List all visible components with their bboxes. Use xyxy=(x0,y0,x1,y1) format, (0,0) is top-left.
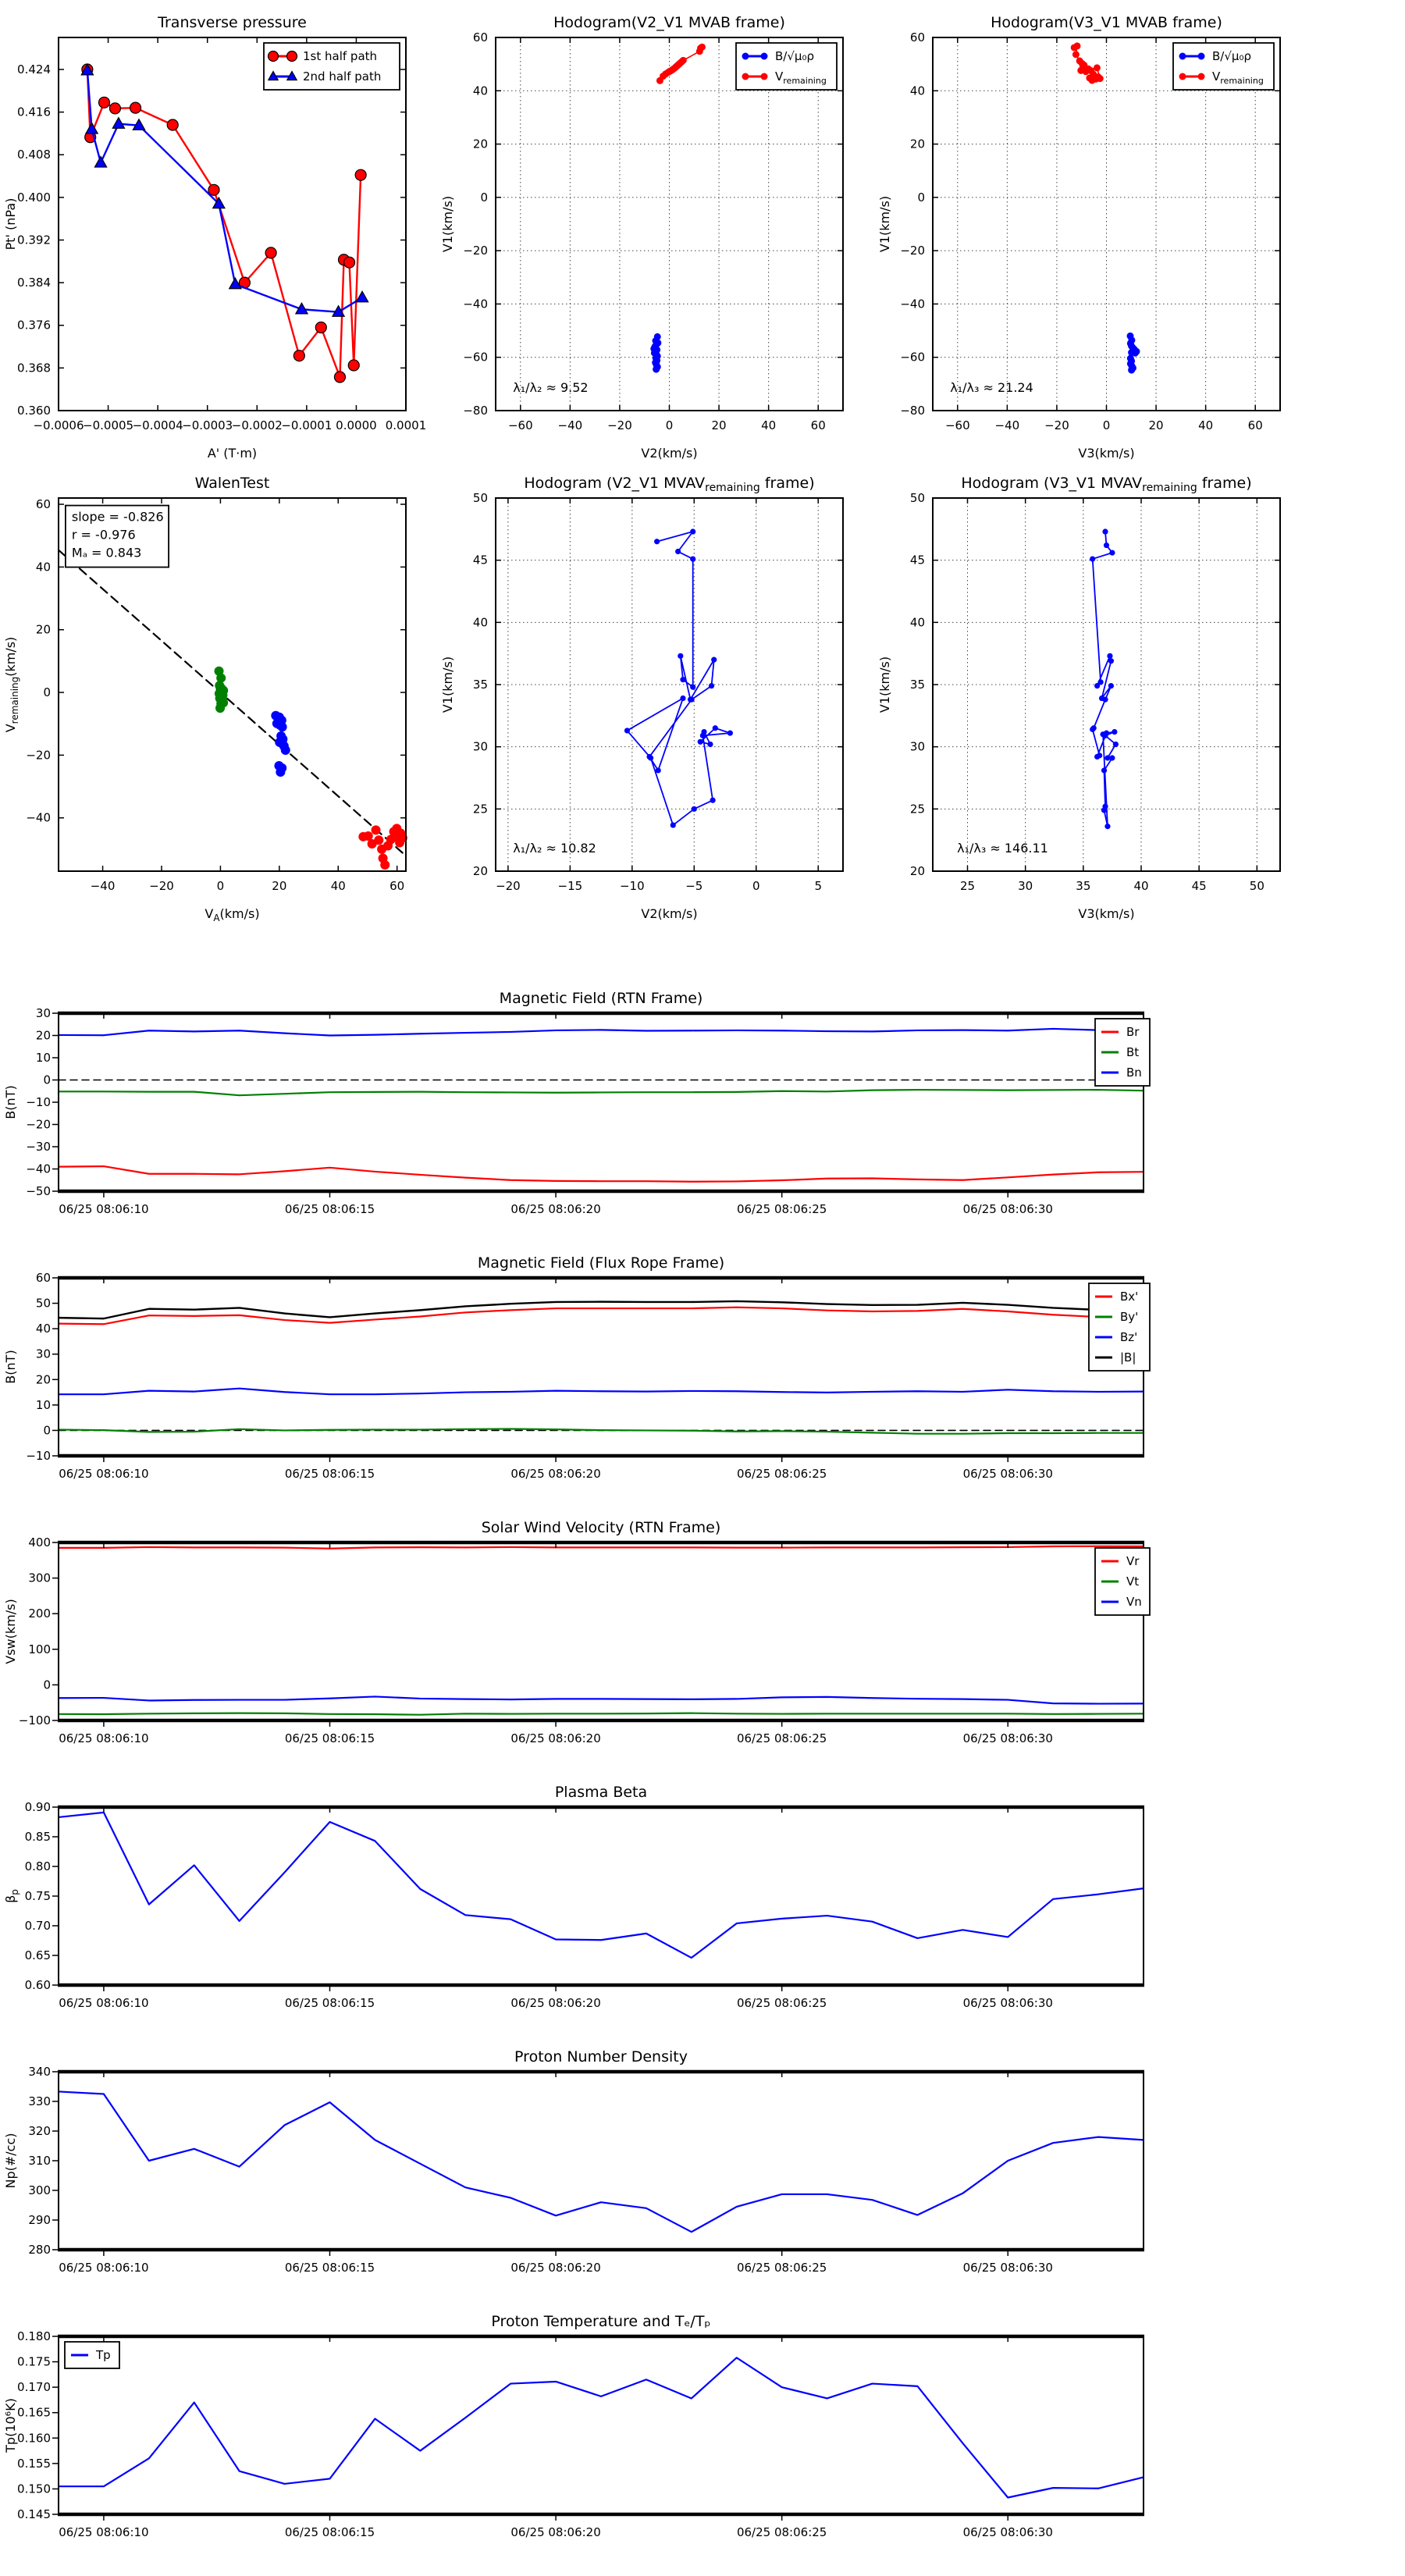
y-tick-label: 30 xyxy=(909,739,925,754)
legend-label: Bz' xyxy=(1120,1330,1138,1344)
dot-marker xyxy=(1128,367,1135,374)
legend-label: $V_{remaining}$ xyxy=(1212,69,1264,86)
x-tick-label: 0 xyxy=(216,879,225,893)
x-tick-label: −0.0003 xyxy=(182,418,233,432)
x-tick-label: 06/25 08:06:10 xyxy=(59,2261,149,2275)
annotation-text: λ₁/λ₃ ≈ 146.11 xyxy=(957,840,1048,856)
y-tick-label: 330 xyxy=(28,2094,51,2108)
x-tick-label: −0.0002 xyxy=(231,418,283,432)
legend-label: B/√μ₀ρ xyxy=(1212,49,1251,63)
y-tick-label: 60 xyxy=(35,1271,51,1285)
x-tick-label: −0.0001 xyxy=(281,418,333,432)
y-tick-label: 0.360 xyxy=(17,404,51,418)
legend-label: 1st half path xyxy=(303,49,378,63)
y-tick-label: 0.376 xyxy=(17,318,51,333)
y-axis-label: V1(km/s) xyxy=(877,195,892,253)
dot-marker xyxy=(701,729,706,735)
circle-marker xyxy=(315,322,326,333)
legend xyxy=(1173,43,1274,90)
x-tick-label: 06/25 08:06:15 xyxy=(284,2525,375,2539)
annotation-text: λ₁/λ₂ ≈ 10.82 xyxy=(513,840,596,856)
annotation-text: slope = -0.826 xyxy=(71,509,164,525)
y-tick-label: 0.85 xyxy=(24,1830,51,1844)
dot-marker xyxy=(648,755,653,760)
y-tick-label: −20 xyxy=(900,244,925,258)
dot-marker xyxy=(1094,683,1100,688)
chart-title: Hodogram (V2_V1 $MVAV_{remaining}$ frame) xyxy=(524,475,815,494)
y-tick-label: −40 xyxy=(26,810,51,825)
y-tick-label: 10 xyxy=(35,1397,51,1412)
legend-label: Vr xyxy=(1126,1554,1140,1568)
y-tick-label: −60 xyxy=(463,350,488,365)
x-tick-label: 45 xyxy=(1191,879,1207,893)
y-tick-label: 310 xyxy=(28,2154,51,2168)
dot-marker xyxy=(1109,755,1115,760)
y-tick-label: 300 xyxy=(28,2183,51,2197)
legend xyxy=(1089,1283,1150,1371)
y-axis-label: $V_{remaining}(km/s)$ xyxy=(3,636,20,733)
x-tick-label: −0.0006 xyxy=(33,418,84,432)
dot-marker xyxy=(680,677,685,682)
dot-marker xyxy=(1128,349,1135,356)
circle-marker xyxy=(344,257,355,268)
dot-marker xyxy=(1108,683,1114,688)
y-tick-label: 20 xyxy=(909,864,925,878)
dot-marker xyxy=(654,539,660,544)
y-tick-label: −40 xyxy=(26,1162,51,1176)
x-tick-label: 06/25 08:06:30 xyxy=(962,1731,1053,1745)
x-tick-label: 40 xyxy=(1198,418,1214,432)
x-tick-label: 60 xyxy=(389,879,405,893)
y-tick-label: 60 xyxy=(35,497,51,512)
chart-title: WalenTest xyxy=(194,475,270,492)
dot-marker xyxy=(698,739,703,745)
x-tick-label: −15 xyxy=(557,879,583,893)
y-tick-label: 0.145 xyxy=(17,2507,51,2521)
y-tick-label: 40 xyxy=(909,84,925,98)
x-axis-label: $V_A(km/s)$ xyxy=(205,906,260,923)
dot-marker xyxy=(1094,754,1100,760)
legend-label: 2nd half path xyxy=(303,69,382,84)
dot-marker xyxy=(372,825,381,834)
y-tick-label: −60 xyxy=(900,350,925,365)
x-tick-label: −20 xyxy=(1044,418,1069,432)
x-tick-label: 20 xyxy=(272,879,287,893)
x-tick-label: 25 xyxy=(959,879,976,893)
y-axis-label: Tp(10⁶K) xyxy=(3,2398,18,2453)
dot-marker xyxy=(1198,73,1205,80)
x-tick-label: −40 xyxy=(557,418,583,432)
x-tick-label: 06/25 08:06:20 xyxy=(510,1996,601,2010)
legend-label: Br xyxy=(1126,1025,1140,1039)
y-tick-label: 30 xyxy=(35,1006,51,1020)
x-axis-label: A' (T·m) xyxy=(207,446,258,461)
dot-marker xyxy=(1113,742,1119,747)
y-tick-label: −30 xyxy=(26,1140,51,1154)
y-tick-label: −40 xyxy=(463,297,488,311)
y-axis-label: V1(km/s) xyxy=(440,195,455,253)
dot-marker xyxy=(1101,767,1107,773)
x-tick-label: −20 xyxy=(149,879,174,893)
dot-marker xyxy=(1094,64,1101,71)
dot-marker xyxy=(690,685,695,690)
y-tick-label: 0.368 xyxy=(17,361,51,375)
dot-marker xyxy=(653,366,660,373)
x-tick-label: 0.0000 xyxy=(336,418,377,432)
x-tick-label: 06/25 08:06:30 xyxy=(962,1996,1053,2010)
x-tick-label: 0.0001 xyxy=(385,418,427,432)
x-tick-label: 06/25 08:06:25 xyxy=(736,1731,827,1745)
y-tick-label: 0.155 xyxy=(17,2456,51,2471)
y-tick-label: 0 xyxy=(480,190,488,205)
x-tick-label: 06/25 08:06:25 xyxy=(736,2525,827,2539)
y-tick-label: 0.384 xyxy=(17,276,51,290)
x-tick-label: 40 xyxy=(761,418,777,432)
y-tick-label: 0 xyxy=(43,1423,51,1438)
legend-label: B/√μ₀ρ xyxy=(775,49,814,63)
y-tick-label: 300 xyxy=(28,1571,51,1585)
dot-marker xyxy=(1108,658,1114,664)
legend xyxy=(65,2342,119,2368)
y-tick-label: −50 xyxy=(26,1184,51,1198)
legend-label: Bt xyxy=(1126,1045,1140,1059)
y-tick-label: −20 xyxy=(26,748,51,763)
y-tick-label: 0.424 xyxy=(17,62,51,76)
y-tick-label: 40 xyxy=(472,84,488,98)
dot-marker xyxy=(697,44,704,52)
dot-marker xyxy=(624,728,630,733)
circle-marker xyxy=(208,184,219,195)
y-tick-label: 340 xyxy=(28,2065,51,2079)
x-tick-label: 06/25 08:06:25 xyxy=(736,2261,827,2275)
dot-marker xyxy=(761,73,768,80)
y-tick-label: −100 xyxy=(18,1713,51,1727)
dot-marker xyxy=(1090,556,1095,561)
circle-marker xyxy=(348,360,359,371)
y-tick-label: 50 xyxy=(909,491,925,505)
y-tick-label: −20 xyxy=(26,1117,51,1132)
dot-marker xyxy=(1073,42,1080,49)
chart-title: Proton Temperature and Tₑ/Tₚ xyxy=(491,2313,711,2330)
dot-marker xyxy=(710,798,716,803)
x-tick-label: −0.0005 xyxy=(83,418,134,432)
dot-marker xyxy=(1100,731,1105,737)
x-tick-label: 06/25 08:06:15 xyxy=(284,1202,375,1216)
dot-marker xyxy=(380,860,389,870)
dot-marker xyxy=(281,745,290,755)
x-tick-label: 06/25 08:06:15 xyxy=(284,1996,375,2010)
y-tick-label: 40 xyxy=(909,615,925,630)
x-tick-label: 06/25 08:06:20 xyxy=(510,1731,601,1745)
y-tick-label: 20 xyxy=(35,1372,51,1387)
x-tick-label: −60 xyxy=(507,418,533,432)
y-tick-label: 20 xyxy=(35,622,51,637)
x-tick-label: 06/25 08:06:15 xyxy=(284,1731,375,1745)
legend xyxy=(264,43,400,90)
x-tick-label: 06/25 08:06:20 xyxy=(510,1202,601,1216)
y-tick-label: 25 xyxy=(472,802,488,817)
y-tick-label: 0.80 xyxy=(24,1859,51,1873)
y-tick-label: 35 xyxy=(472,678,488,692)
dot-marker xyxy=(1104,824,1110,829)
x-tick-label: 06/25 08:06:30 xyxy=(962,2261,1053,2275)
x-tick-label: 06/25 08:06:30 xyxy=(962,2525,1053,2539)
dot-marker xyxy=(680,57,687,64)
y-tick-label: 45 xyxy=(472,553,488,568)
x-tick-label: 06/25 08:06:30 xyxy=(962,1202,1053,1216)
y-tick-label: 0.75 xyxy=(24,1889,51,1903)
legend-label: By' xyxy=(1120,1310,1139,1324)
circle-marker xyxy=(293,350,304,361)
legend-label: Vn xyxy=(1126,1595,1142,1609)
x-tick-label: 06/25 08:06:10 xyxy=(59,1202,149,1216)
y-tick-label: 50 xyxy=(472,491,488,505)
y-tick-label: 50 xyxy=(35,1296,51,1311)
x-tick-label: 06/25 08:06:10 xyxy=(59,1996,149,2010)
annotation-text: Mₐ = 0.843 xyxy=(71,545,142,560)
x-tick-label: −20 xyxy=(607,418,632,432)
dot-marker xyxy=(1198,53,1205,60)
y-axis-label: Pt' (nPa) xyxy=(3,197,18,251)
x-tick-label: 0 xyxy=(1102,418,1111,432)
chart-title: Proton Number Density xyxy=(514,2048,688,2065)
dot-marker xyxy=(1179,73,1186,80)
dot-marker xyxy=(656,767,661,773)
y-axis-label: B(nT) xyxy=(3,1350,18,1384)
dot-marker xyxy=(1090,727,1095,732)
y-tick-label: 400 xyxy=(28,1535,51,1550)
x-tick-label: 06/25 08:06:30 xyxy=(962,1467,1053,1481)
circle-marker xyxy=(269,52,279,62)
x-tick-label: −40 xyxy=(994,418,1020,432)
chart-title: Transverse pressure xyxy=(158,14,307,31)
y-tick-label: −10 xyxy=(26,1095,51,1109)
legend-label: Bx' xyxy=(1120,1290,1139,1304)
y-tick-label: 40 xyxy=(35,1322,51,1336)
legend-label: Tp xyxy=(96,2348,111,2362)
x-tick-label: 60 xyxy=(810,418,826,432)
chart-title: Hodogram(V2_V1 MVAB frame) xyxy=(553,14,785,31)
x-tick-label: 06/25 08:06:25 xyxy=(736,1996,827,2010)
annotation-text: r = -0.976 xyxy=(71,527,136,543)
chart-title: Plasma Beta xyxy=(554,1784,648,1801)
x-tick-label: 06/25 08:06:15 xyxy=(284,1467,375,1481)
y-tick-label: 0.70 xyxy=(24,1919,51,1933)
x-tick-label: 06/25 08:06:10 xyxy=(59,1467,149,1481)
dot-marker xyxy=(675,549,681,554)
dot-marker xyxy=(713,725,718,731)
y-tick-label: −40 xyxy=(900,297,925,311)
y-tick-label: 290 xyxy=(28,2213,51,2227)
x-tick-label: 06/25 08:06:10 xyxy=(59,2525,149,2539)
y-tick-label: 35 xyxy=(909,678,925,692)
y-axis-label: Vsw(km/s) xyxy=(3,1599,18,1664)
x-axis-label: V3(km/s) xyxy=(1078,906,1135,921)
y-tick-label: 0.400 xyxy=(17,190,51,205)
y-tick-label: 0.175 xyxy=(17,2354,51,2369)
x-tick-label: 5 xyxy=(814,879,822,893)
dot-marker xyxy=(1104,543,1109,548)
dot-marker xyxy=(742,53,749,60)
legend-label: $V_{remaining}$ xyxy=(775,69,827,86)
x-tick-label: 06/25 08:06:10 xyxy=(59,1731,149,1745)
y-tick-label: 100 xyxy=(28,1642,51,1656)
y-tick-label: 30 xyxy=(472,739,488,754)
x-tick-label: 06/25 08:06:15 xyxy=(284,2261,375,2275)
dot-marker xyxy=(689,697,695,703)
legend-label: Vt xyxy=(1126,1574,1140,1589)
x-tick-label: −10 xyxy=(619,879,645,893)
circle-marker xyxy=(130,102,141,113)
legend xyxy=(736,43,837,90)
y-tick-label: 0.408 xyxy=(17,148,51,162)
circle-marker xyxy=(98,97,109,108)
annotation-text: λ₁/λ₃ ≈ 21.24 xyxy=(950,379,1033,395)
dot-marker xyxy=(1097,75,1104,82)
x-tick-label: −40 xyxy=(90,879,116,893)
dot-marker xyxy=(276,767,285,777)
y-axis-label: $\beta_p$ xyxy=(3,1889,20,1903)
x-tick-label: 0 xyxy=(752,879,760,893)
y-tick-label: 25 xyxy=(909,802,925,817)
circle-marker xyxy=(355,169,366,180)
x-tick-label: 20 xyxy=(1148,418,1164,432)
y-tick-label: 320 xyxy=(28,2124,51,2138)
x-tick-label: 40 xyxy=(330,879,346,893)
y-tick-label: 20 xyxy=(472,864,488,878)
chart-title: Magnetic Field (Flux Rope Frame) xyxy=(477,1254,725,1272)
dot-marker xyxy=(1109,550,1115,556)
dot-marker xyxy=(670,822,676,827)
y-tick-label: −80 xyxy=(900,404,925,418)
annotation-text: λ₁/λ₂ ≈ 9.52 xyxy=(513,379,589,395)
y-tick-label: 0.160 xyxy=(17,2431,51,2446)
dot-marker xyxy=(1179,53,1186,60)
chart-title: Magnetic Field (RTN Frame) xyxy=(499,990,703,1007)
y-tick-label: 0 xyxy=(917,190,925,205)
x-tick-label: 35 xyxy=(1076,879,1091,893)
y-tick-label: 20 xyxy=(472,137,488,151)
x-axis-label: V2(km/s) xyxy=(641,906,698,921)
y-tick-label: 0.65 xyxy=(24,1948,51,1962)
chart-title: Hodogram (V3_V1 $MVAV_{remaining}$ frame) xyxy=(961,475,1252,494)
x-tick-label: −20 xyxy=(496,879,521,893)
y-tick-label: 0.416 xyxy=(17,105,51,119)
dot-marker xyxy=(761,53,768,60)
y-tick-label: 0 xyxy=(43,1073,51,1087)
legend xyxy=(1095,1019,1150,1086)
y-tick-label: 0 xyxy=(43,685,51,700)
dot-marker xyxy=(707,742,713,747)
y-tick-label: 60 xyxy=(472,30,488,44)
dot-marker xyxy=(1102,697,1108,703)
x-tick-label: 30 xyxy=(1018,879,1033,893)
y-tick-label: 45 xyxy=(909,553,925,568)
x-axis-label: V2(km/s) xyxy=(641,446,698,461)
circle-marker xyxy=(265,247,276,258)
x-tick-label: 06/25 08:06:20 xyxy=(510,1467,601,1481)
dot-marker xyxy=(727,731,733,736)
y-tick-label: 200 xyxy=(28,1606,51,1621)
y-tick-label: 0.170 xyxy=(17,2380,51,2395)
y-tick-label: 0.60 xyxy=(24,1978,51,1992)
dot-marker xyxy=(692,806,697,812)
x-tick-label: 20 xyxy=(711,418,727,432)
dot-marker xyxy=(1107,653,1112,659)
dot-marker xyxy=(374,835,383,845)
x-tick-label: −60 xyxy=(944,418,970,432)
x-tick-label: 06/25 08:06:25 xyxy=(736,1467,827,1481)
y-axis-label: V1(km/s) xyxy=(440,656,455,713)
y-tick-label: 60 xyxy=(909,30,925,44)
y-tick-label: 30 xyxy=(35,1347,51,1361)
y-tick-label: 0.180 xyxy=(17,2329,51,2343)
y-tick-label: 20 xyxy=(35,1028,51,1043)
circle-marker xyxy=(287,52,297,62)
y-axis-label: Np(#/cc) xyxy=(3,2133,18,2189)
dot-marker xyxy=(1112,729,1117,735)
y-axis-label: B(nT) xyxy=(3,1085,18,1119)
y-tick-label: 0.392 xyxy=(17,233,51,247)
dot-marker xyxy=(278,722,287,731)
dot-marker xyxy=(690,528,695,534)
y-tick-label: 0.150 xyxy=(17,2482,51,2496)
dot-marker xyxy=(742,73,749,80)
dot-marker xyxy=(215,703,225,713)
y-tick-label: −10 xyxy=(26,1449,51,1463)
circle-marker xyxy=(109,103,120,114)
y-axis-label: V1(km/s) xyxy=(877,656,892,713)
x-axis-label: V3(km/s) xyxy=(1078,446,1135,461)
dot-marker xyxy=(690,556,695,561)
x-tick-label: 60 xyxy=(1247,418,1263,432)
legend xyxy=(1095,1548,1150,1615)
y-tick-label: 10 xyxy=(35,1051,51,1065)
dot-marker xyxy=(678,653,683,659)
dot-marker xyxy=(711,657,717,663)
x-tick-label: 0 xyxy=(665,418,674,432)
dot-marker xyxy=(1072,51,1080,58)
x-tick-label: 50 xyxy=(1249,879,1264,893)
y-tick-label: 0 xyxy=(43,1678,51,1692)
y-tick-label: 0.90 xyxy=(24,1800,51,1814)
y-tick-label: −80 xyxy=(463,404,488,418)
circle-marker xyxy=(167,119,178,130)
y-tick-label: −20 xyxy=(463,244,488,258)
legend-label: Bn xyxy=(1126,1066,1142,1080)
dot-marker xyxy=(680,696,685,701)
circle-marker xyxy=(334,372,345,382)
y-tick-label: 40 xyxy=(472,615,488,630)
x-tick-label: 06/25 08:06:25 xyxy=(736,1202,827,1216)
x-tick-label: 06/25 08:06:20 xyxy=(510,2525,601,2539)
y-tick-label: 0.165 xyxy=(17,2405,51,2420)
dot-marker xyxy=(1101,807,1107,813)
chart-title: Hodogram(V3_V1 MVAB frame) xyxy=(991,14,1222,31)
chart-title: Solar Wind Velocity (RTN Frame) xyxy=(481,1519,721,1536)
legend-label: |B| xyxy=(1120,1350,1136,1364)
dot-marker xyxy=(1102,528,1108,534)
x-tick-label: 06/25 08:06:20 xyxy=(510,2261,601,2275)
x-tick-label: 40 xyxy=(1133,879,1149,893)
y-tick-label: 280 xyxy=(28,2243,51,2257)
dot-marker xyxy=(709,683,714,688)
y-tick-label: 40 xyxy=(35,560,51,575)
x-tick-label: −5 xyxy=(685,879,703,893)
x-tick-label: −0.0004 xyxy=(132,418,183,432)
y-tick-label: 20 xyxy=(909,137,925,151)
